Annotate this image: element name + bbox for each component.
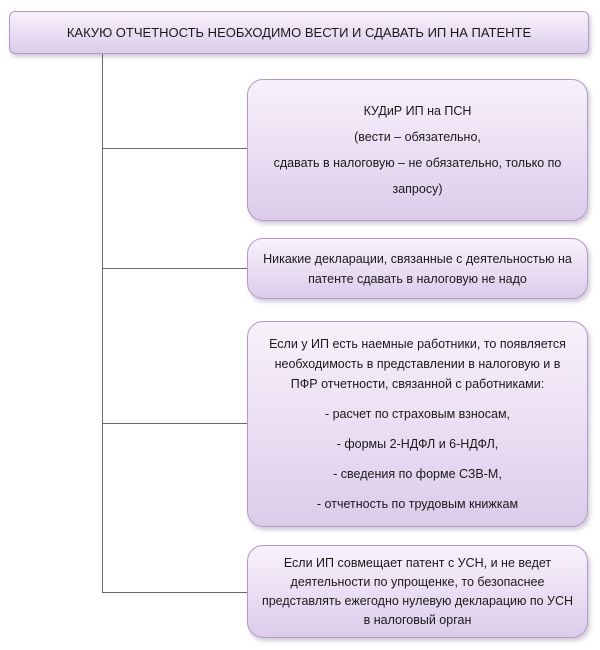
employees-line-2: необходимость в представлении в налоговую и в (274, 357, 561, 371)
declarations-line-2: патенте сдавать в налоговую не надо (308, 271, 527, 286)
connector-branch-1 (102, 148, 247, 149)
declarations-line-1: Никакие декларации, связанные с деятельностью на (263, 251, 572, 266)
employees-item-4: - отчетность по трудовым книжкам (316, 497, 519, 511)
usn-line-3: представлять ежегодно нулевую декларацию по УСН (261, 593, 574, 608)
connector-branch-3 (102, 423, 247, 424)
usn-line-2: деятельности по упрощенке, то безопаснее (290, 574, 545, 589)
connector-trunk (102, 54, 103, 593)
diagram-title-box (9, 11, 589, 54)
kudir-box (247, 79, 588, 221)
employees-item-3: - сведения по форме СЗВ-М, (333, 467, 502, 481)
kudir-line-2: (вести – обязательно, (354, 130, 481, 144)
kudir-line-1: КУДиР ИП на ПСН (363, 104, 472, 118)
declarations-box (247, 238, 588, 299)
kudir-line-3: сдавать в налоговую – не обязательно, только по (273, 156, 562, 170)
connector-branch-2 (102, 268, 247, 269)
employees-item-2: - формы 2-НДФЛ и 6-НДФЛ, (336, 437, 499, 451)
employees-box (247, 321, 588, 527)
diagram-title: КАКУЮ ОТЧЕТНОСТЬ НЕОБХОДИМО ВЕСТИ И СДАВАТЬ ИП НА ПАТЕНТЕ (66, 25, 532, 40)
connector-branch-4 (102, 592, 247, 593)
kudir-line-4: запросу) (392, 182, 443, 196)
employees-line-1: Если у ИП есть наемные работники, то появляется (269, 337, 566, 351)
usn-line-1: Если ИП совмещает патент с УСН, и не ведет (283, 555, 552, 570)
employees-item-1: - расчет по страховым взносам, (324, 407, 511, 421)
usn-line-4: в налоговый орган (363, 612, 472, 627)
usn-combo-box (247, 545, 588, 638)
employees-line-3: ПФР отчетности, связанной с работниками: (290, 377, 545, 391)
